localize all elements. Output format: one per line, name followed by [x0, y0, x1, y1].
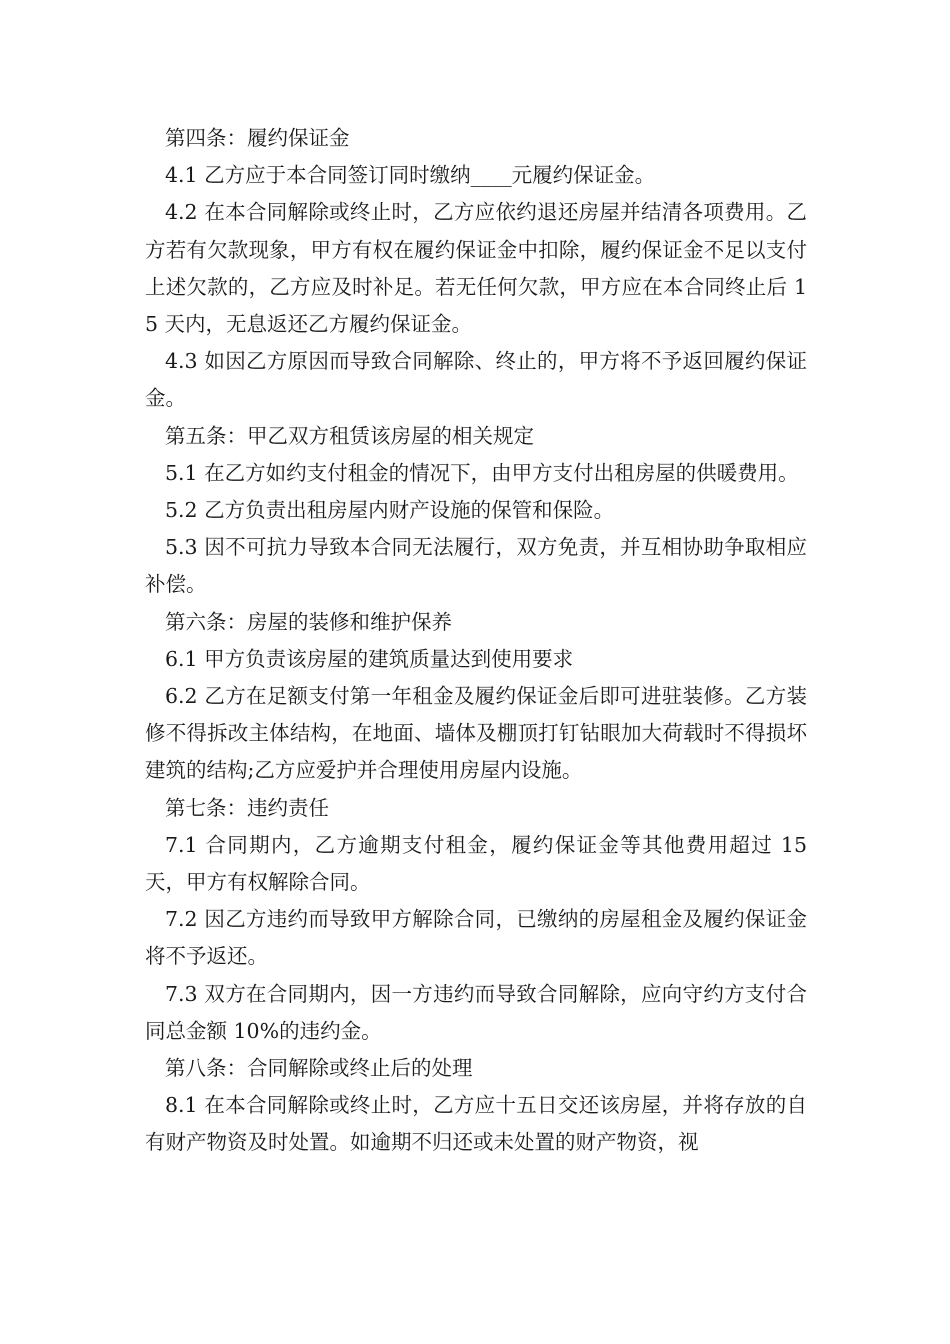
- clause-4-3: 4.3 如因乙方原因而导致合同解除、终止的，甲方将不予返回履约保证金。: [145, 349, 807, 411]
- clause-5-3: 5.3 因不可抗力导致本合同无法履行，双方免责，并互相协助争取相应补偿。: [145, 535, 807, 597]
- article-heading-8: 第八条：合同解除或终止后的处理: [165, 1056, 473, 1081]
- article-heading-5: 第五条：甲乙双方租赁该房屋的相关规定: [165, 423, 534, 448]
- clause-7-1: 7.1 合同期内，乙方逾期支付租金，履约保证金等其他费用超过 15 天，甲方有权解除合同。: [145, 832, 807, 895]
- article-heading-6: 第六条：房屋的装修和维护保养: [165, 609, 452, 634]
- clause-6-2: 6.2 乙方在足额支付第一年租金及履约保证金后即可进驻装修。乙方装修不得拆改主体结构，在地面、墙体及棚顶打钉钻眼加大荷载时不得损坏建筑的结构;乙方应爱护并合理使用房屋内设施。: [145, 684, 807, 783]
- clause-4-1: 4.1 乙方应于本合同签订同时缴纳____元履约保证金。: [165, 163, 656, 188]
- clause-7-2: 7.2 因乙方违约而导致甲方解除合同，已缴纳的房屋租金及履约保证金将不予返还。: [145, 907, 807, 969]
- clause-5-1: 5.1 在乙方如约支付租金的情况下，由甲方支付出租房屋的供暖费用。: [165, 460, 799, 485]
- article-heading-7: 第七条：违约责任: [165, 795, 329, 820]
- clause-7-3: 7.3 双方在合同期内，因一方违约而导致合同解除，应向守约方支付合同总金额 10%的违约金。: [145, 981, 807, 1043]
- clause-5-2: 5.2 乙方负责出租房屋内财产设施的保管和保险。: [165, 498, 615, 523]
- clause-8-1: 8.1 在本合同解除或终止时，乙方应十五日交还该房屋，并将存放的自有财产物资及时处置。如逾期不归还或未处置的财产物资，视: [145, 1093, 807, 1155]
- article-heading-4: 第四条：履约保证金: [165, 126, 350, 150]
- document-page: [145, 120, 807, 1162]
- clause-4-2: 4.2 在本合同解除或终止时，乙方应依约退还房屋并结清各项费用。乙方若有欠款现象，甲方有权在履约保证金中扣除，履约保证金不足以支付上述欠款的，乙方应及时补足。若无任何欠款，甲方应在本合同终止后 15 天内，无息返还乙方履约保证金。: [145, 200, 807, 337]
- clause-6-1: 6.1 甲方负责该房屋的建筑质量达到使用要求: [165, 646, 574, 671]
